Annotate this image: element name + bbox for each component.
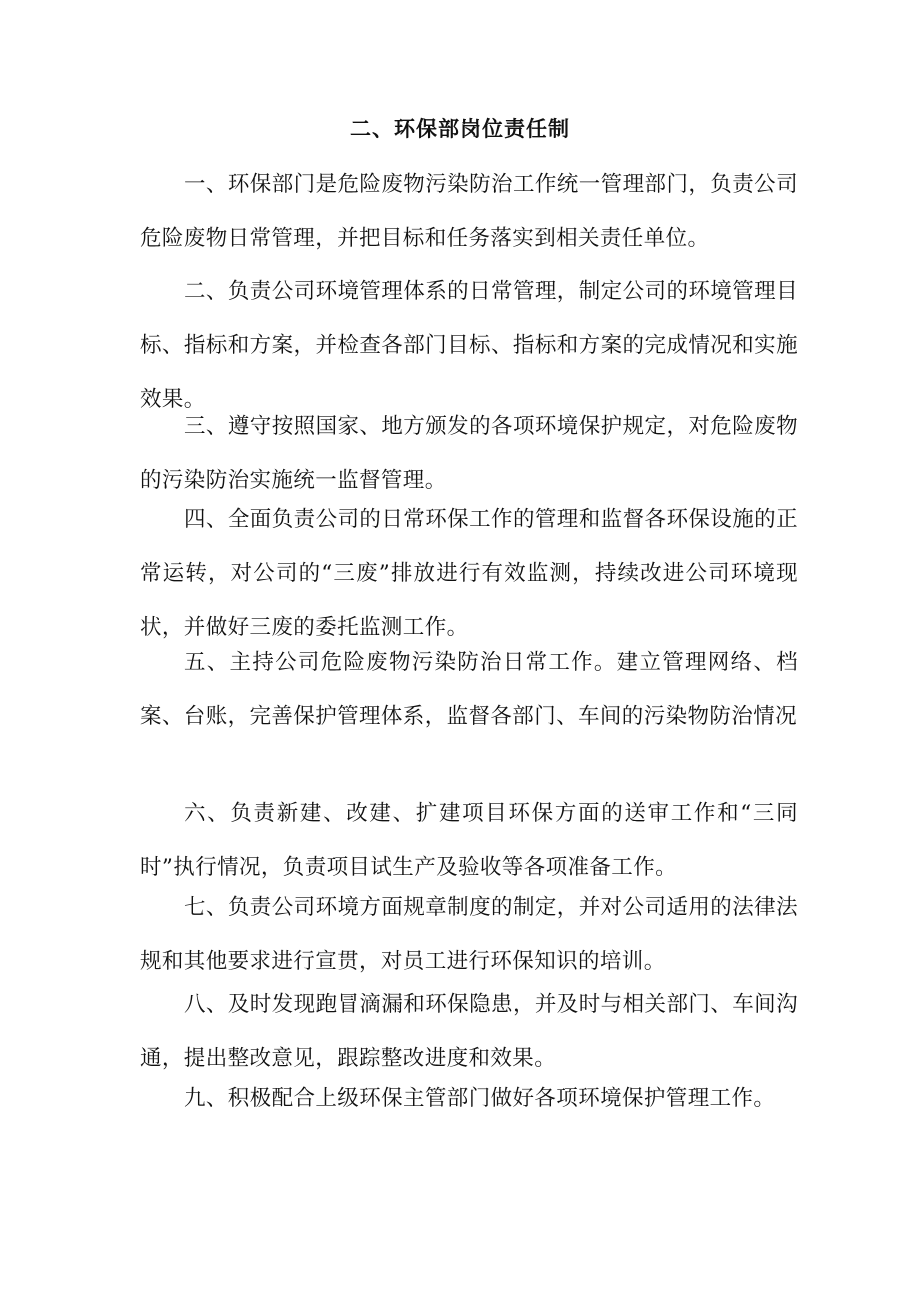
document-title: 二、环保部岗位责任制 — [350, 117, 570, 141]
paragraph-7: 七、负责公司环境方面规章制度的制定，并对公司适用的法律法规和其他要求进行宣贯，对员工进行环保知识的培训。 — [140, 895, 798, 974]
paragraph-9: 九、积极配合上级环保主管部门做好各项环境保护管理工作。 — [184, 1086, 776, 1111]
paragraph-2: 二、负责公司环境管理体系的日常管理，制定公司的环境管理目标、指标和方案，并检查各部门目标、指标和方案的完成情况和实施效果。 — [140, 279, 798, 412]
paragraph-3: 三、遵守按照国家、地方颁发的各项环境保护规定，对危险废物的污染防治实施统一监督管理。 — [140, 414, 798, 493]
paragraph-1: 一、环保部门是危险废物污染防治工作统一管理部门，负责公司危险废物日常管理，并把目标和任务落实到相关责任单位。 — [140, 172, 798, 251]
paragraph-8: 八、及时发现跑冒滴漏和环保隐患，并及时与相关部门、车间沟通，提出整改意见，跟踪整改进度和效果。 — [140, 992, 798, 1071]
paragraph-4: 四、全面负责公司的日常环保工作的管理和监督各环保设施的正常运转，对公司的“三废”排放进行有效监测，持续改进公司环境现状，并做好三废的委托监测工作。 — [140, 507, 798, 640]
paragraph-5: 五、主持公司危险废物污染防治日常工作。建立管理网络、档案、台账，完善保护管理体系，监督各部门、车间的污染物防治情况 — [140, 650, 798, 729]
paragraph-6: 六、负责新建、改建、扩建项目环保方面的送审工作和“三同时”执行情况，负责项目试生产及验收等各项准备工作。 — [140, 801, 798, 880]
